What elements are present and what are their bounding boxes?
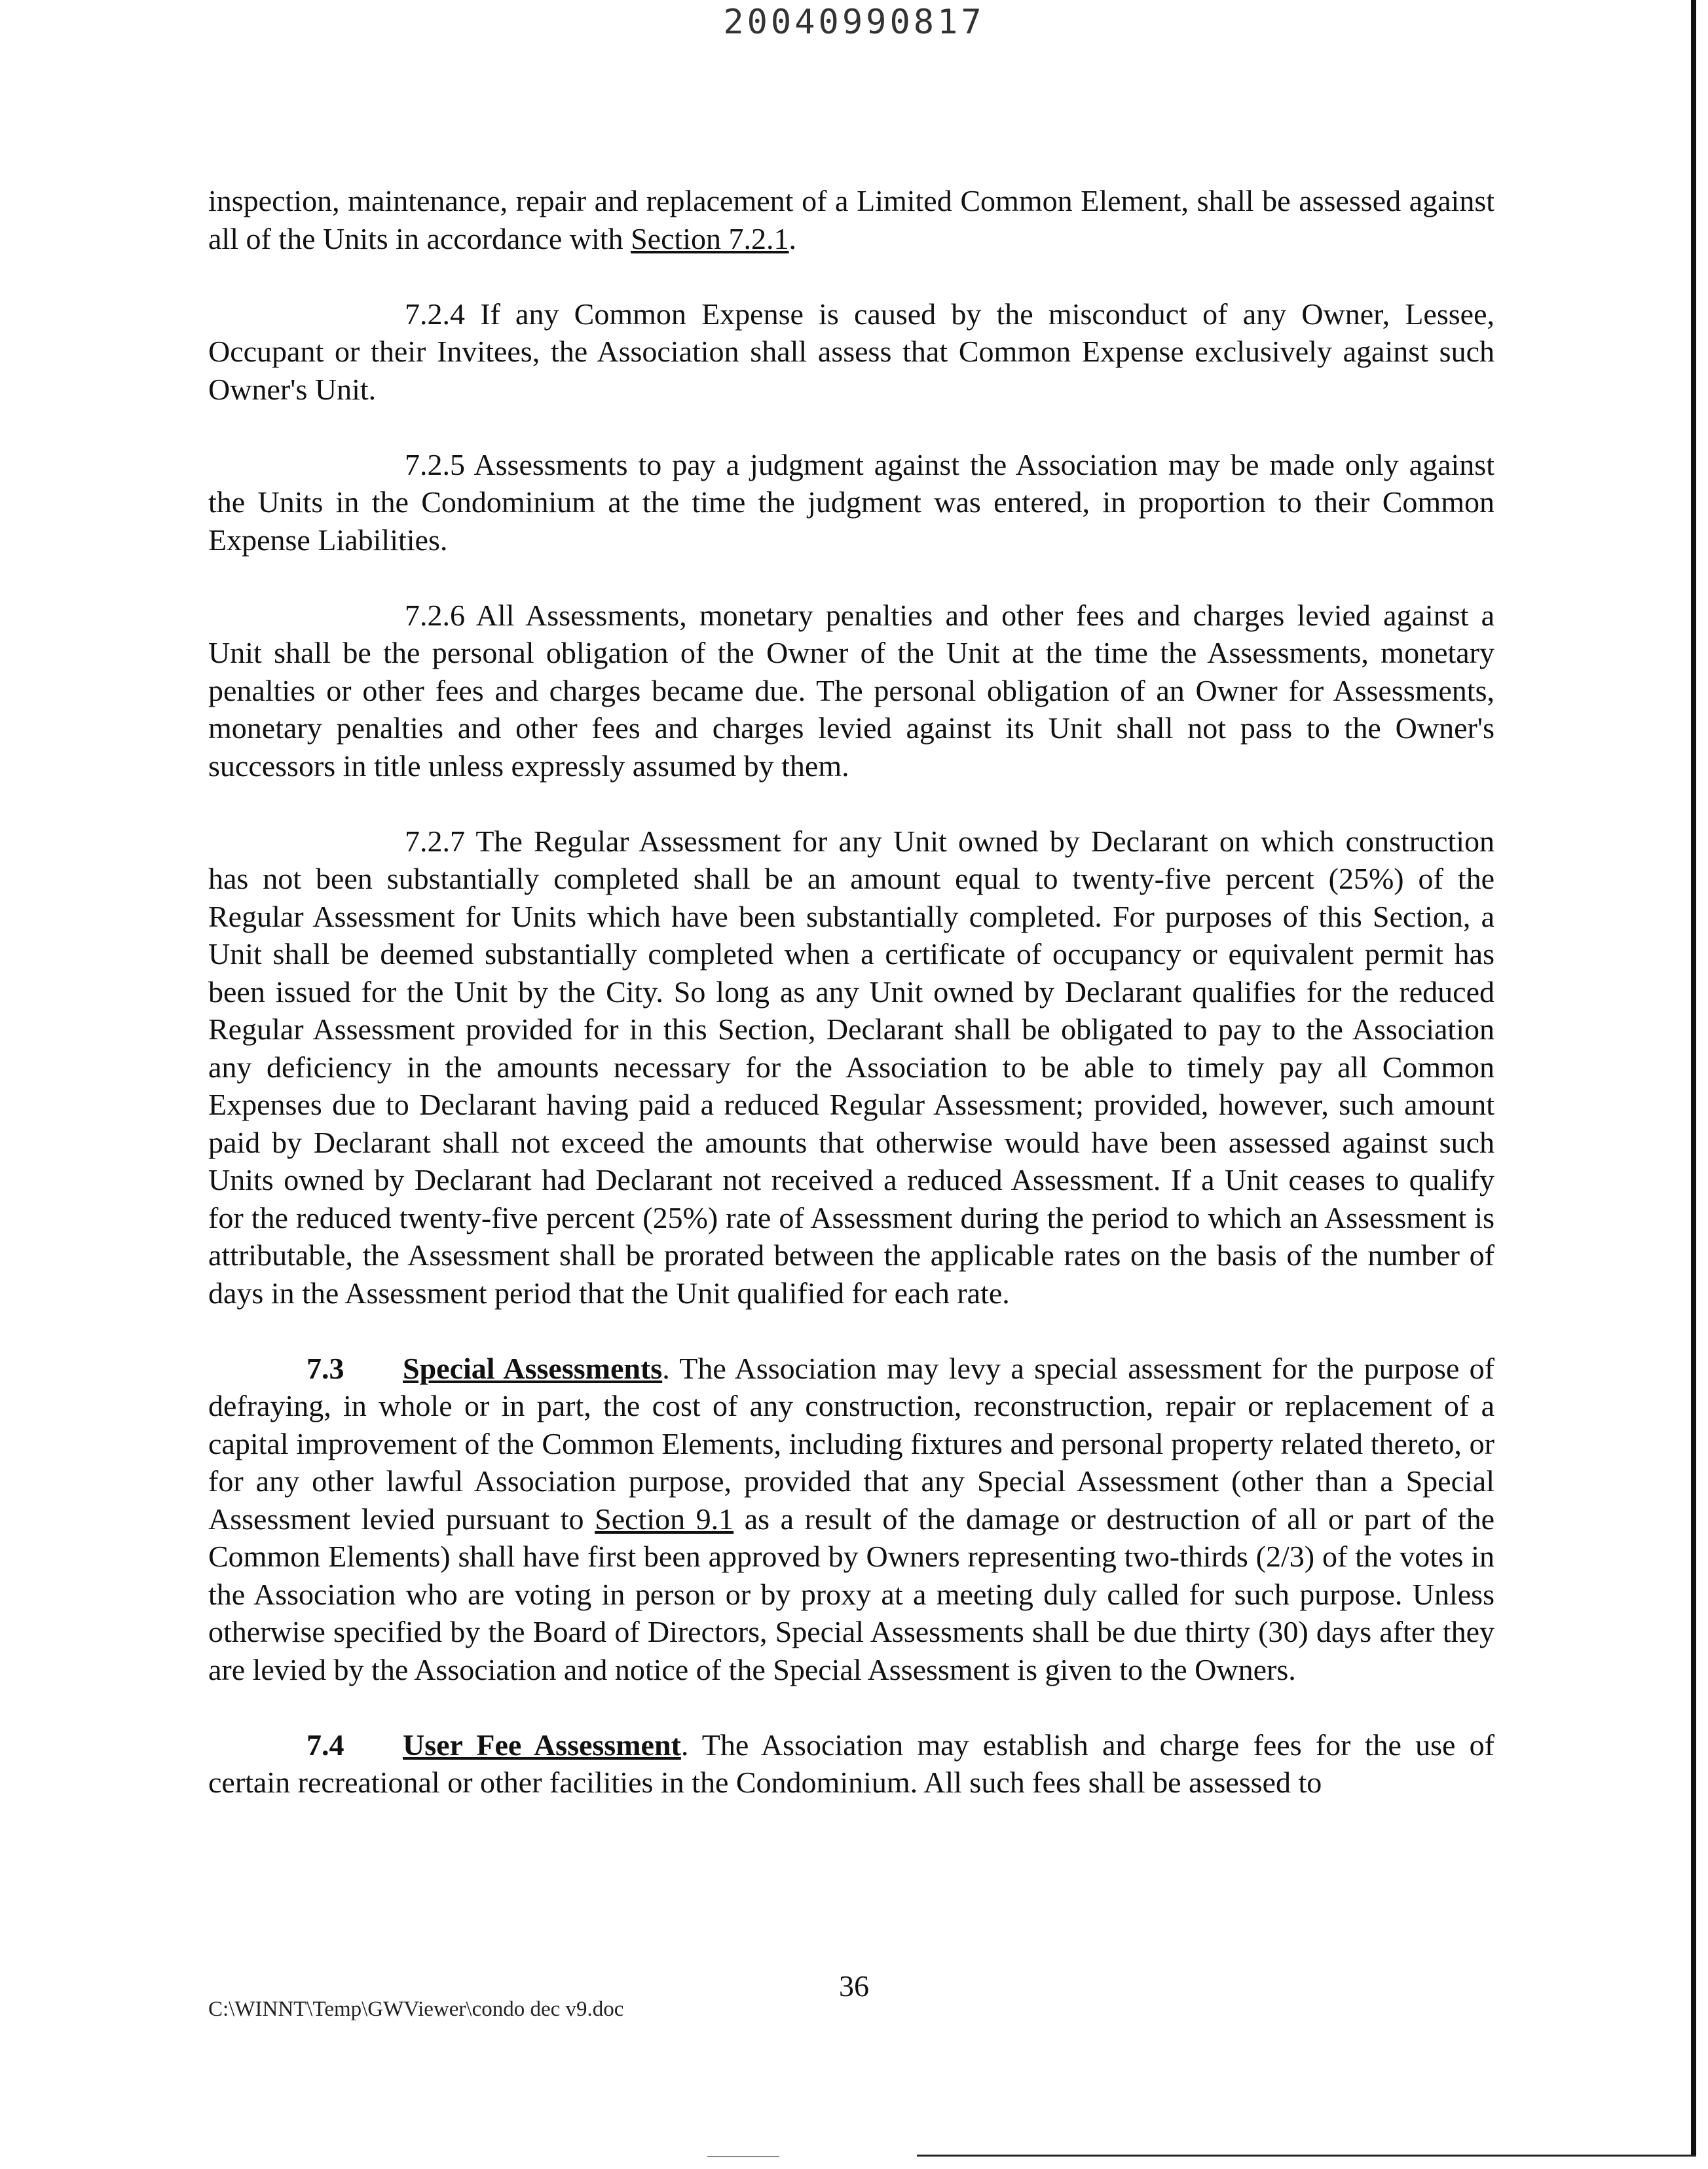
section-title: Special Assessments (403, 1351, 663, 1385)
section-7-4 (208, 1726, 1494, 1802)
section-title: User Fee Assessment (403, 1728, 681, 1762)
section-7-3 (208, 1350, 1494, 1689)
paragraph-text: inspection, maintenance, repair and replacement of a Limited Common Element, shall be assessed against all of the Units in accordance with (208, 184, 1494, 255)
footer-file-path: C:\WINNT\Temp\GWViewer\condo dec v9.doc (208, 1997, 624, 2021)
section-text-end: as a result of the damage or destruction of all or part of the Common Elements) shall have first been approved by Owners representing two-thirds (2/3) of the votes in the Association who are voting in person or by proxy at a meeting duly called for such purpose. Unless otherwise specified by the Board of Directors, Special Assessments shall be due thirty (30) days after they are levied by the Association and notice of the Special Assessment is given to the Owners. (208, 1502, 1495, 1686)
section-reference-7-2-1: Section 7.2.1 (631, 221, 789, 255)
section-number: 7.4 (306, 1728, 344, 1762)
paragraph-7-2-5: 7.2.5 Assessments to pay a judgment against the Association may be made only against the Units in the Condominium at the time the judgment was entered, in proportion to their Common Expense Liabilities. (208, 447, 1494, 557)
paragraph-7-2-7: 7.2.7 The Regular Assessment for any Unit owned by Declarant on which construction has not been substantially completed shall be an amount equal to twenty-five percent (25%) of the Regular Assessment for Units which have been substantially completed. For purposes of this Section, a Unit shall be deemed substantially completed when a certificate of occupancy or equivalent permit has been issued for the Unit by the City. So long as any Unit owned by Declarant qualifies for the reduced Regular Assessment provided for in this Section, Declarant shall be obligated to pay to the Association any deficiency in the amounts necessary for the Association to be able to timely pay all Common Expenses due to Declarant having paid a reduced Regular Assessment; provided, however, such amount paid by Declarant shall not exceed the amounts that otherwise would have been assessed against such Units owned by Declarant had Declarant not received a reduced Assessment. If a Unit ceases to qualify for the reduced twenty-five percent (25%) rate of Assessment during the period to which an Assessment is attributable, the Assessment shall be prorated between the applicable rates on the basis of the number of days in the Assessment period that the Unit qualified for each rate. (208, 824, 1494, 1310)
document-number: 20040990817 (723, 3, 985, 42)
paragraph-text-end: . (789, 221, 797, 255)
document-body (208, 182, 1494, 1839)
section-reference-9-1: Section 9.1 (595, 1502, 734, 1536)
section-number: 7.3 (306, 1351, 344, 1385)
paragraph-7-2-4: 7.2.4 If any Common Expense is caused by the misconduct of any Owner, Lessee, Occupant or their Invitees, the Association shall assess that Common Expense exclusively against such Owner's Unit. (208, 297, 1494, 406)
bottom-scan-mark (707, 2156, 779, 2157)
right-scan-border (1691, 0, 1696, 2155)
bottom-scan-border (917, 2155, 1696, 2157)
paragraph-7-2-6: 7.2.6 All Assessments, monetary penalties and other fees and charges levied against a Unit shall be the personal obligation of the Owner of the Unit at the time the Assessments, monetary penalties or other fees and charges became due. The personal obligation of an Owner for Assessments, monetary penalties and other fees and charges levied against its Unit shall not pass to the Owner's successors in title unless expressly assumed by them. (208, 598, 1494, 783)
section-text: . The Association may levy a special assessment for the purpose of defraying, in whole or in part, the cost of any construction, reconstruction, repair or replacement of a capital improvement of the Common Elements, including fixtures and personal property related thereto, or for any other lawful Association purpose, provided that any Special Assessment (other than a Special Assessment levied pursuant to (208, 1351, 1494, 1536)
paragraph-7-2-3-continuation (208, 182, 1494, 257)
section-text: . The Association may establish and charge fees for the use of certain recreational or other facilities in the Condominium. All such fees shall be assessed to (208, 1728, 1494, 1799)
page-number: 36 (839, 1969, 869, 2003)
